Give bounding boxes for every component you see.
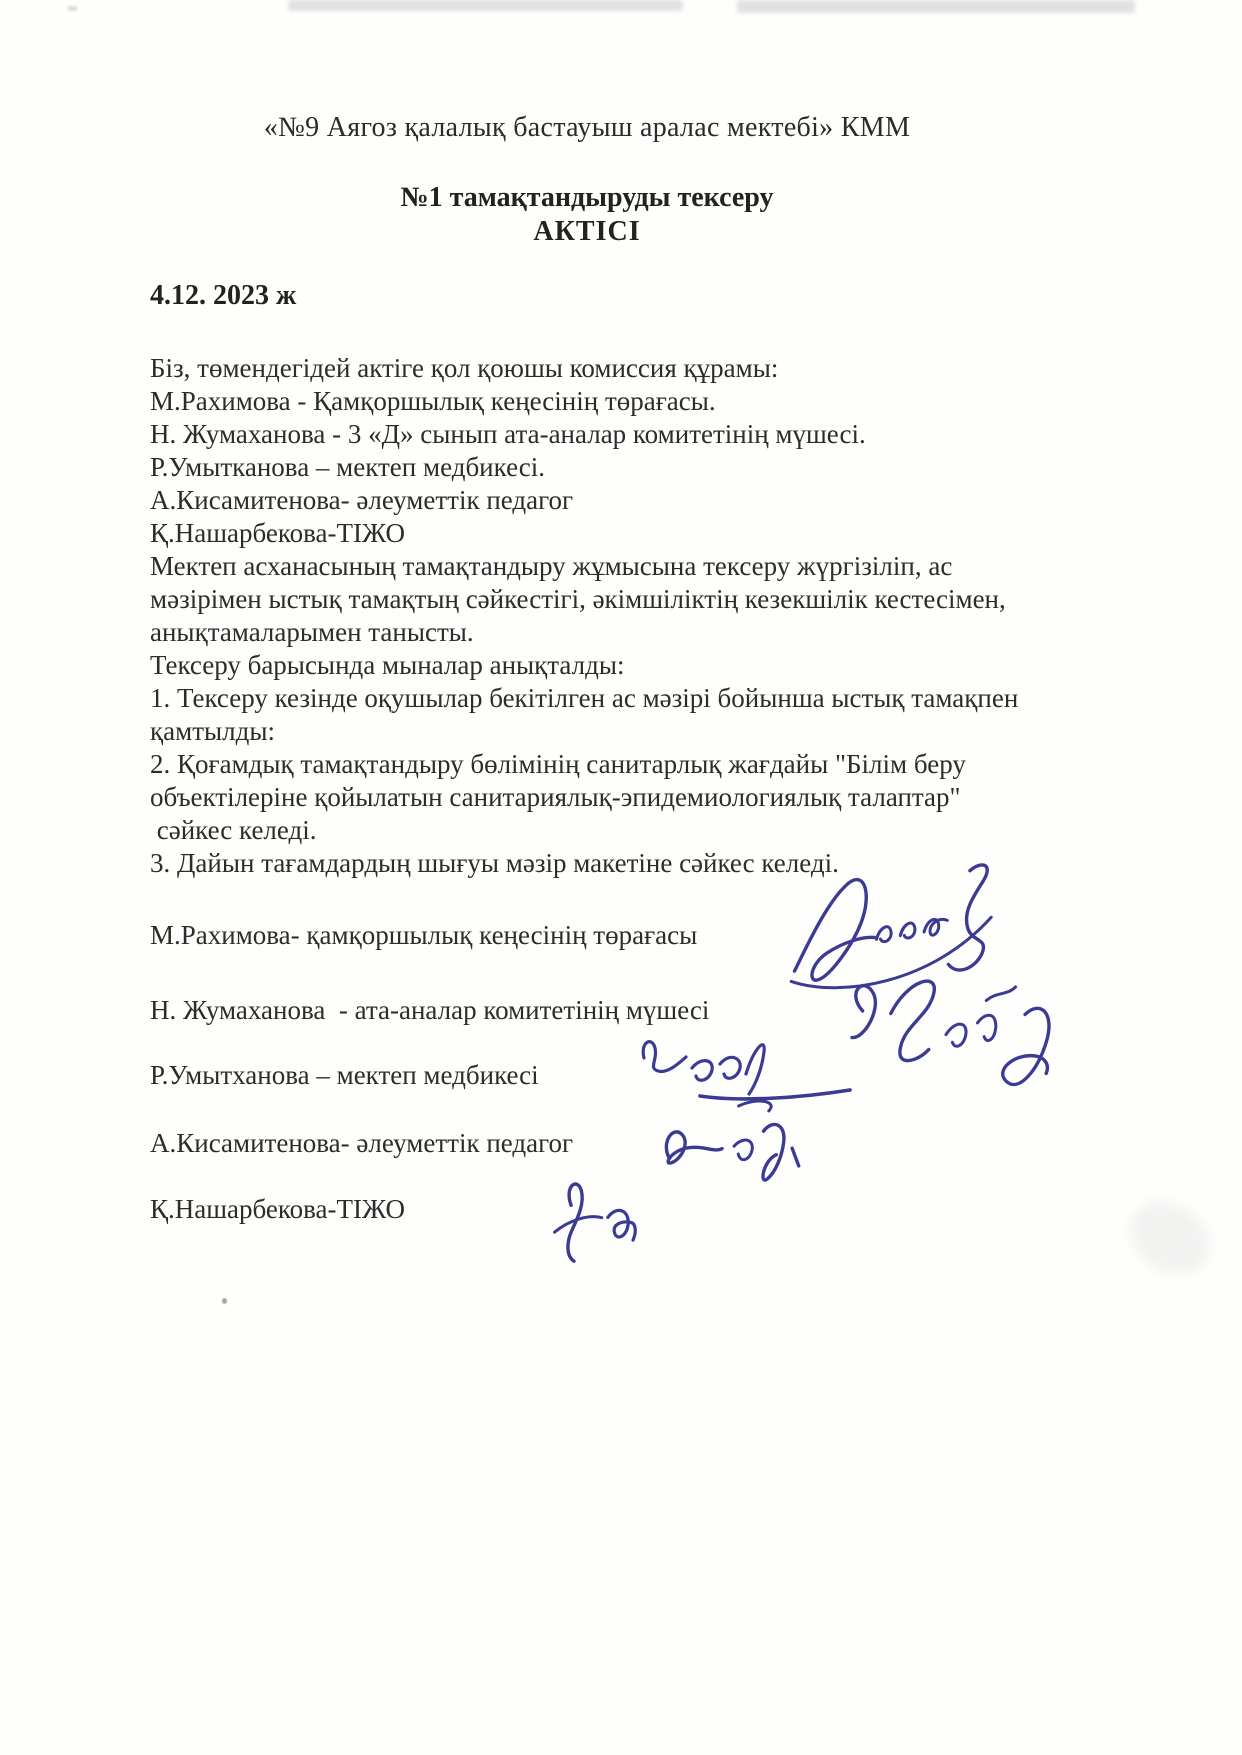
body-line: мәзірімен ыстық тамақтың сәйкестігі, әкімшіліктің кезекшілік кестесімен, [150, 584, 1006, 614]
document-title: №1 тамақтандыруды тексеру [400, 182, 774, 213]
signature-ink-kisamitenova [640, 1093, 838, 1200]
body-line: Н. Жумаханова - 3 «Д» сынып ата-аналар комитетінің мүшесі. [150, 419, 866, 449]
body-line: 1. Тексеру кезінде оқушылар бекітілген ас мәзірі бойынша ыстық тамақпен [150, 683, 1019, 713]
body-line: Біз, төмендегідей актіге қол қоюшы комиссия құрамы: [150, 353, 779, 383]
body-line: анықтамаларымен танысты. [150, 617, 474, 647]
signature-label-zhumakhanova: Н. Жумаханова - ата-аналар комитетінің мүшесі [150, 995, 710, 1025]
signature-label-kisamitenova: А.Кисамитенова- әлеуметтік педагог [150, 1128, 574, 1158]
body-line: Тексеру барысында мыналар анықталды: [150, 650, 625, 680]
stray-ink-dot [222, 1298, 227, 1304]
scan-artifact [737, 0, 1135, 13]
body-line: Мектеп асханасының тамақтандыру жұмысына тексеру жүргізіліп, ас [150, 551, 953, 581]
body-line: 2. Қоғамдық тамақтандыру бөлімінің санитарлық жағдайы "Білім беру [150, 749, 966, 779]
body-line: сәйкес келеді. [150, 815, 317, 845]
signature-label-nasharbekova: Қ.Нашарбекова-ТІЖО [150, 1194, 405, 1224]
document-subtitle: АКТІСІ [533, 216, 641, 247]
signature-label-umytkhanova: Р.Умытханова – мектеп медбикесі [150, 1060, 539, 1090]
body-line: қамтылды: [150, 716, 275, 746]
body-line: 3. Дайын тағамдардың шығуы мәзір макетіне сәйкес келеді. [150, 848, 839, 878]
organization-title: «№9 Аягоз қалалық бастауыш аралас мектебі» КММ [263, 112, 911, 143]
scan-artifact [288, 0, 683, 11]
body-line: Р.Умытканова – мектеп медбикесі. [150, 452, 545, 482]
document-date: 4.12. 2023 ж [150, 280, 297, 311]
signature-ink-nasharbekova [531, 1169, 661, 1275]
body-line: объектілеріне қойылатын санитариялық-эпидемиологиялық талаптар" [150, 782, 961, 812]
body-line: А.Кисамитенова- әлеуметтік педагог [150, 485, 574, 515]
scan-artifact [68, 6, 77, 11]
body-text [150, 352, 1210, 880]
signature-label-rakhimova: М.Рахимова- қамқоршылық кеңесінің төрағасы [150, 920, 698, 950]
scan-artifact [1117, 1187, 1224, 1289]
body-line: Қ.Нашарбекова-ТІЖО [150, 518, 405, 548]
body-line: М.Рахимова - Қамқоршылық кеңесінің төрағасы. [150, 386, 716, 416]
